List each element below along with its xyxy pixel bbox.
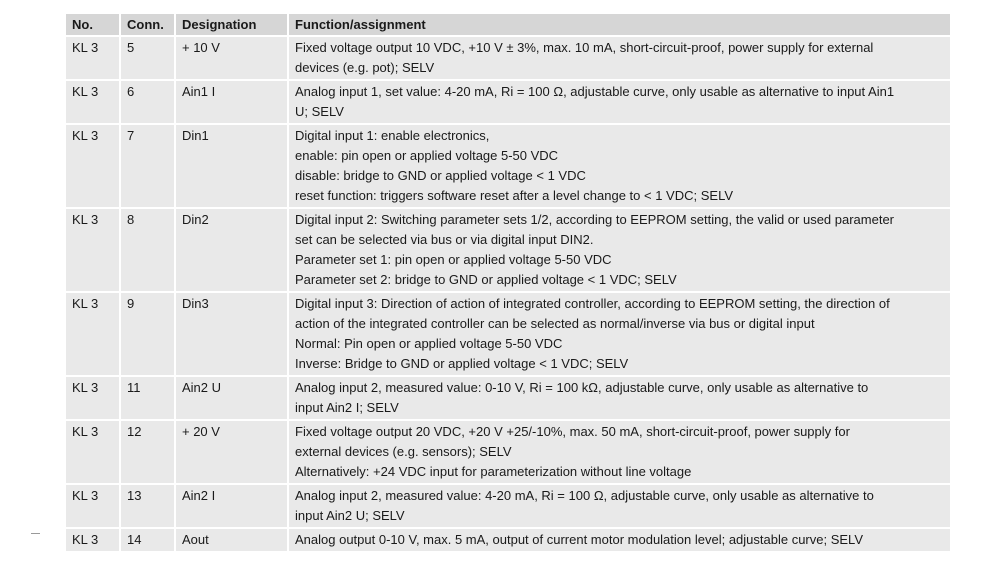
cell-designation: Ain1 I: [176, 81, 289, 123]
table-row: [66, 421, 950, 483]
function-line: disable: bridge to GND or applied voltage < 1 VDC: [295, 168, 586, 183]
function-line: reset function: triggers software reset after a level change to < 1 VDC; SELV: [295, 188, 734, 203]
cell-conn: 7: [121, 125, 176, 207]
function-line: Normal: Pin open or applied voltage 5-50 VDC: [295, 336, 563, 351]
table-header-row: [66, 14, 950, 35]
cell-function: [289, 293, 950, 375]
cell-conn: 11: [121, 377, 176, 419]
function-line: Analog input 2, measured value: 0-10 V, Ri = 100 kΩ, adjustable curve, only usable as alternative to: [295, 380, 869, 395]
table-row: [66, 125, 950, 207]
table-row: [66, 209, 950, 291]
header-designation: Designation: [176, 14, 289, 35]
function-line: Alternatively: +24 VDC input for parameterization without line voltage: [295, 464, 692, 479]
function-line: Fixed voltage output 20 VDC, +20 V +25/-10%, max. 50 mA, short-circuit-proof, power supply for: [295, 424, 850, 439]
function-line: Fixed voltage output 10 VDC, +10 V ± 3%, max. 10 mA, short-circuit-proof, power supply for external: [295, 40, 874, 55]
connection-table: [66, 12, 950, 553]
cell-conn: 14: [121, 529, 176, 551]
cell-designation: Aout: [176, 529, 289, 551]
cell-designation: + 10 V: [176, 37, 289, 79]
cell-designation: + 20 V: [176, 421, 289, 483]
cell-no: KL 3: [66, 209, 121, 291]
function-line: enable: pin open or applied voltage 5-50 VDC: [295, 148, 559, 163]
cell-function: [289, 81, 950, 123]
cell-function: [289, 37, 950, 79]
cell-no: KL 3: [66, 485, 121, 527]
cell-no: KL 3: [66, 81, 121, 123]
cell-conn: 9: [121, 293, 176, 375]
cell-no: KL 3: [66, 529, 121, 551]
function-line: action of the integrated controller can be selected as normal/inverse via bus or digital input: [295, 316, 815, 331]
function-line: Parameter set 2: bridge to GND or applied voltage < 1 VDC; SELV: [295, 272, 677, 287]
cell-conn: 12: [121, 421, 176, 483]
cell-designation: Ain2 I: [176, 485, 289, 527]
cell-conn: 6: [121, 81, 176, 123]
function-line: input Ain2 I; SELV: [295, 400, 399, 415]
cell-no: KL 3: [66, 125, 121, 207]
cell-designation: Din3: [176, 293, 289, 375]
cell-function: [289, 125, 950, 207]
function-line: Analog output 0-10 V, max. 5 mA, output of current motor modulation level; adjustable curve; SELV: [295, 532, 863, 547]
cell-conn: 8: [121, 209, 176, 291]
cell-no: KL 3: [66, 293, 121, 375]
cell-designation: Ain2 U: [176, 377, 289, 419]
table-row: [66, 529, 950, 551]
table-body: [66, 37, 950, 551]
function-line: U; SELV: [295, 104, 344, 119]
cell-function: [289, 209, 950, 291]
function-line: devices (e.g. pot); SELV: [295, 60, 435, 75]
function-line: Analog input 2, measured value: 4-20 mA, Ri = 100 Ω, adjustable curve, only usable as alternative to: [295, 488, 874, 503]
cell-designation: Din2: [176, 209, 289, 291]
function-line: Analog input 1, set value: 4-20 mA, Ri = 100 Ω, adjustable curve, only usable as alternative to input Ain1: [295, 84, 895, 99]
header-conn: Conn.: [121, 14, 176, 35]
cell-conn: 5: [121, 37, 176, 79]
function-line: Parameter set 1: pin open or applied voltage 5-50 VDC: [295, 252, 612, 267]
cell-function: [289, 377, 950, 419]
function-line: external devices (e.g. sensors); SELV: [295, 444, 512, 459]
margin-dash: [31, 533, 40, 534]
cell-function: [289, 529, 950, 551]
header-no: No.: [66, 14, 121, 35]
table-row: [66, 293, 950, 375]
table-row: [66, 81, 950, 123]
function-line: Digital input 1: enable electronics,: [295, 128, 490, 143]
table-row: [66, 377, 950, 419]
function-line: input Ain2 U; SELV: [295, 508, 405, 523]
function-line: Digital input 3: Direction of action of integrated controller, according to EEPROM setting, the direction of: [295, 296, 890, 311]
cell-function: [289, 485, 950, 527]
function-line: set can be selected via bus or via digital input DIN2.: [295, 232, 594, 247]
table-row: [66, 485, 950, 527]
cell-no: KL 3: [66, 421, 121, 483]
header-function: Function/assignment: [289, 14, 950, 35]
cell-designation: Din1: [176, 125, 289, 207]
cell-no: KL 3: [66, 37, 121, 79]
function-line: Inverse: Bridge to GND or applied voltage < 1 VDC; SELV: [295, 356, 629, 371]
cell-conn: 13: [121, 485, 176, 527]
cell-function: [289, 421, 950, 483]
function-line: Digital input 2: Switching parameter sets 1/2, according to EEPROM setting, the valid or used parameter: [295, 212, 895, 227]
table-row: [66, 37, 950, 79]
cell-no: KL 3: [66, 377, 121, 419]
